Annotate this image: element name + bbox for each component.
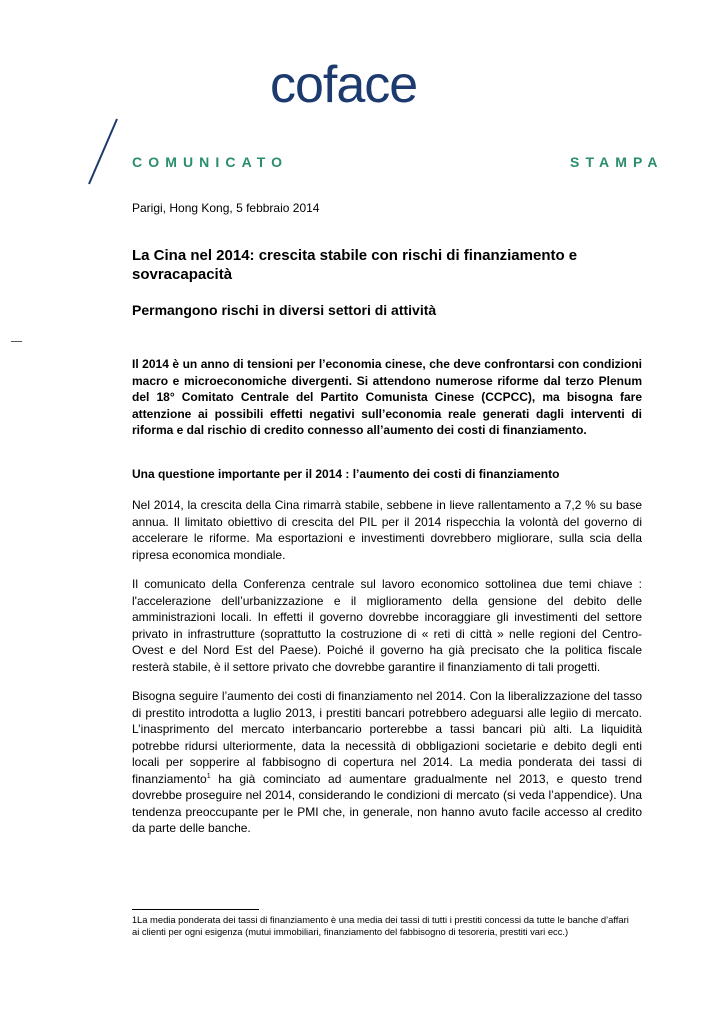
footnote-reference[interactable]: 1: [206, 772, 211, 780]
footnote-text: La media ponderata dei tassi di finanziamento è una media dei tassi di tutti i prestiti concessi da tutte le banche d’affari ai clienti per ogni esigenza (mutui immobiliari, finanziamento del fabbisogno di tesoreria, prestiti vari ecc.): [132, 914, 629, 937]
lead-paragraph: Il 2014 è un anno di tensioni per l’economia cinese, che deve confrontarsi con condizioni macro e microeconomiche divergenti. Si attendono numerose riforme dal terzo Plenum del 18° Comitato Centrale del Partito Comunista Cinese (CCPCC), ma bisogna fare attenzione ai possibili effetti negativi sull’economia reale generati dagli interventi di riforma e dal rischio di credito connesso all’aumento dei costi di finanziamento.: [132, 357, 642, 437]
footnote-marker: 1: [132, 915, 138, 925]
banner-comunicato: COMUNICATO: [132, 154, 289, 170]
section-title: Una questione importante per il 2014 : l’aumento dei costi di finanziamento: [132, 467, 560, 481]
body-paragraph-2: Il comunicato della Conferenza centrale sul lavoro economico sottolinea due temi chiave : l'accelerazione dell’urbanizzazione e il miglioramento della gensione del debito delle amministrazioni locali. In effetti il governo dovrebbe incoraggiare gli investimenti del settore privato in infrastrutture (soprattutto la costruzione di « reti di città » nelle regioni del Centro-Ovest e del Nord Est del Paese). Poiché il governo ha già precisato che la politica fiscale resterà stabile, è il settore privato che dovrebbe garantire il finanziamento di tali progetti.: [132, 577, 642, 674]
body-paragraph-3-part-2: ha già cominciato ad aumentare gradualmente nel 2013, e questo trend dovrebbe proseguire nel 2014, considerando le condizioni di mercato (si veda l’appendice). Una tendenza preoccupante per le PMI che, in generale, non hanno avuto facile accesso al credito da parte delle banche.: [132, 771, 642, 835]
subheadline: Permangono rischi in diversi settori di attività: [132, 302, 437, 318]
footnote-divider: [132, 909, 259, 910]
dateline: Parigi, Hong Kong, 5 febbraio 2014: [132, 201, 320, 215]
footnote: [132, 914, 632, 938]
banner-stampa: STAMPA: [570, 154, 664, 170]
margin-mark: [11, 341, 22, 342]
coface-logo-wordmark: coface: [270, 60, 418, 112]
body-paragraph-3-part-1: Bisogna seguire l’aumento dei costi di finanziamento nel 2014. Con la liberalizzazione del tasso di prestito introdotta a luglio 2013, i prestiti bancari potrebbero adeguarsi alle legiio di mercato. L’inasprimento del mercato interbancario porterebbe a tassi bancari più alti. La liquidità potrebbe ridursi ulteriormente, data la necessità di obbligazioni societarie e debito degli enti locali per sopperire al fabbisogno di copertura nel 2014. La media ponderata dei tassi di finanziamento: [132, 689, 642, 786]
body-paragraph-1: Nel 2014, la crescita della Cina rimarrà stabile, sebbene in lieve rallentamento a 7,2 % su base annua. Il limitato obiettivo di crescita del PIL per il 2014 rispecchia la volontà del governo di accelerare le riforme. Ma esportazioni e investimenti dovrebbero migliorare, sulla scia della ripresa economica mondiale.: [132, 498, 642, 562]
body-paragraph-3: [132, 688, 642, 837]
coface-logo: [270, 60, 452, 112]
decorative-slash: [84, 118, 124, 186]
headline: La Cina nel 2014: crescita stabile con rischi di finanziamento e sovracapacità: [132, 247, 578, 283]
